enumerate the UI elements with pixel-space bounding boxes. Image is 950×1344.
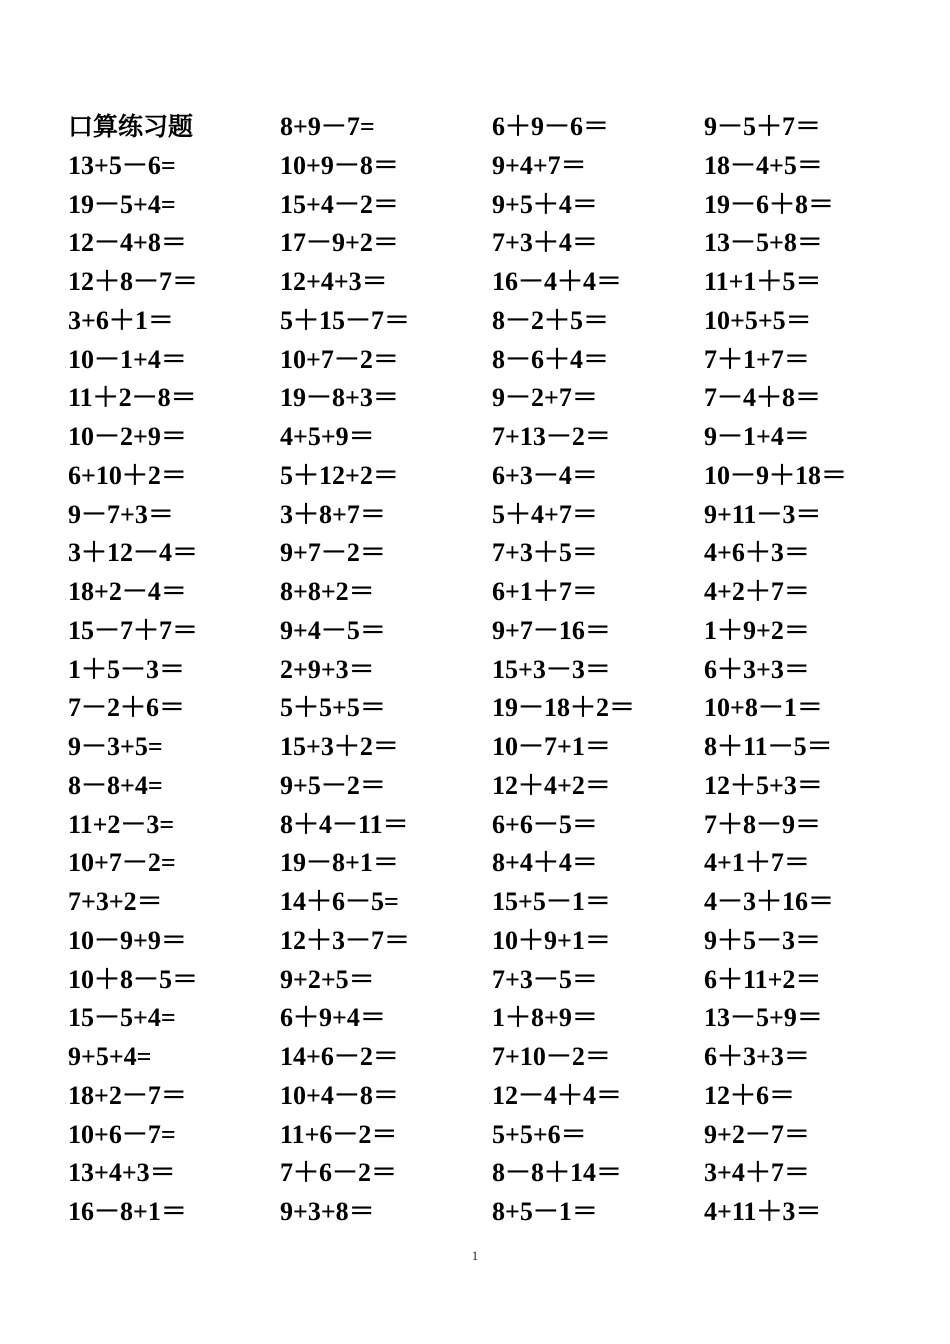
math-problem: 2+9+3＝ [280, 654, 375, 684]
math-problem: 4+6＋3＝ [704, 538, 810, 568]
math-problem: 3+6＋1＝ [68, 305, 174, 335]
math-problem: 5+5+6＝ [492, 1119, 587, 1149]
math-problem: 5＋12+2＝ [280, 460, 399, 490]
math-problem: 10+5+5＝ [704, 305, 812, 335]
math-problem: 4+2＋7＝ [704, 577, 810, 606]
worksheet-title: 口算练习题 [68, 112, 194, 141]
math-problem: 7＋6－2＝ [280, 1158, 398, 1188]
math-problem: 12－4+8＝ [68, 228, 187, 258]
math-problem: 11+1＋5＝ [704, 267, 822, 296]
math-problem: 16－4＋4＝ [492, 267, 623, 296]
math-problem: 4+1＋7＝ [704, 848, 810, 878]
math-problem: 8+4＋4＝ [492, 848, 598, 878]
math-problem: 12＋6＝ [704, 1080, 796, 1110]
math-problem: 13－5+8＝ [704, 228, 823, 258]
math-problem: 6+1＋7＝ [492, 577, 598, 606]
math-problem: 4+11＋3＝ [704, 1197, 822, 1226]
math-problem: 19－8+1＝ [280, 848, 399, 878]
math-problem: 8－8+4= [68, 770, 163, 800]
math-problem: 13+4+3＝ [68, 1158, 176, 1188]
math-problem: 4+5+9＝ [280, 422, 375, 451]
math-problem: 10+6－7= [68, 1119, 176, 1149]
math-problem: 12＋3－7＝ [280, 925, 411, 955]
math-problem: 9－1+4＝ [704, 422, 810, 451]
math-problem: 10+8－1＝ [704, 693, 823, 723]
math-problem: 10+9－8＝ [280, 150, 399, 180]
math-problem: 12＋5+3＝ [704, 770, 823, 800]
math-problem: 8+9－7= [280, 112, 375, 141]
math-problem: 8－6＋4＝ [492, 344, 610, 374]
math-problem: 9+4+7＝ [492, 150, 587, 180]
math-problem: 5＋5+5＝ [280, 693, 386, 723]
math-problem: 11+6－2＝ [280, 1119, 398, 1149]
math-problem: 1＋5－3＝ [68, 654, 186, 684]
math-problem: 1＋9+2＝ [704, 615, 810, 645]
math-problem: 6+10＋2＝ [68, 460, 187, 490]
math-problem: 9+5+4= [68, 1042, 152, 1071]
math-problem: 14+6－2＝ [280, 1042, 399, 1071]
math-problem: 10＋8－5＝ [68, 964, 199, 994]
math-problem: 16－8+1＝ [68, 1197, 187, 1226]
math-problem: 10+7－2= [68, 848, 176, 878]
math-problem: 9+7－2＝ [280, 538, 386, 568]
math-problem: 8－8＋14＝ [492, 1158, 623, 1188]
math-problem: 6+3－4＝ [492, 460, 598, 490]
math-problem: 10－1+4＝ [68, 344, 187, 374]
math-problem: 10+4－8＝ [280, 1080, 399, 1110]
problem-grid [68, 108, 916, 1232]
math-problem: 11+2－3= [68, 809, 175, 839]
math-problem: 18+2－4＝ [68, 577, 187, 606]
math-problem: 12－4＋4＝ [492, 1080, 623, 1110]
math-problem: 19－18＋2＝ [492, 693, 636, 723]
math-problem: 17－9+2＝ [280, 228, 399, 258]
math-problem: 8－2＋5＝ [492, 305, 610, 335]
math-problem: 3＋8+7＝ [280, 499, 386, 529]
math-problem: 18+2－7＝ [68, 1080, 187, 1110]
math-problem: 9+5＋4＝ [492, 189, 598, 219]
math-problem: 1＋8+9＝ [492, 1003, 598, 1033]
math-problem: 15+5－1＝ [492, 887, 611, 916]
math-problem: 9+3+8＝ [280, 1197, 375, 1226]
page-number: 1 [471, 1248, 479, 1263]
math-problem: 10－9+9＝ [68, 925, 187, 955]
math-problem: 8+5－1＝ [492, 1197, 598, 1226]
math-problem: 7－2＋6＝ [68, 693, 186, 723]
math-problem: 9+4－5＝ [280, 615, 386, 645]
math-problem: 5＋15－7＝ [280, 305, 411, 335]
math-problem: 6＋9+4＝ [280, 1003, 386, 1033]
math-problem: 10+7－2＝ [280, 344, 399, 374]
math-problem: 13+5－6= [68, 150, 176, 180]
math-problem: 9+2+5＝ [280, 964, 375, 994]
math-problem: 5＋4+7＝ [492, 499, 598, 529]
math-problem: 18－4+5＝ [704, 150, 823, 180]
math-problem: 9－7+3＝ [68, 499, 174, 529]
math-problem: 13－5+9＝ [704, 1003, 823, 1033]
math-problem: 6＋9－6＝ [492, 112, 610, 141]
math-problem: 10－7+1＝ [492, 732, 611, 761]
math-problem: 7+3+2＝ [68, 887, 163, 916]
math-problem: 6＋11+2＝ [704, 964, 822, 994]
math-problem: 7+3＋4＝ [492, 228, 598, 258]
math-problem: 7+10－2＝ [492, 1042, 611, 1071]
math-problem: 15－7＋7＝ [68, 615, 199, 645]
math-problem: 7＋1+7＝ [704, 344, 810, 374]
math-problem: 9－2+7＝ [492, 383, 598, 413]
math-problem: 7+3－5＝ [492, 964, 598, 994]
math-problem: 9+5－2＝ [280, 770, 386, 800]
math-problem: 12＋8－7＝ [68, 267, 199, 296]
math-problem: 6+6－5＝ [492, 809, 598, 839]
math-problem: 10＋9+1＝ [492, 925, 611, 955]
math-problem: 12+4+3＝ [280, 267, 388, 296]
math-problem: 3＋12－4＝ [68, 538, 199, 568]
math-problem: 7+13－2＝ [492, 422, 611, 451]
math-problem: 9+2－7＝ [704, 1119, 810, 1149]
math-problem: 15－5+4= [68, 1003, 176, 1033]
math-problem: 11＋2－8＝ [68, 383, 197, 413]
math-problem: 15+3－3＝ [492, 654, 611, 684]
math-problem: 10－2+9＝ [68, 422, 187, 451]
math-problem: 8＋11－5＝ [704, 732, 833, 761]
math-problem: 4－3＋16＝ [704, 887, 835, 916]
math-problem: 3+4＋7＝ [704, 1158, 810, 1188]
math-problem: 8+8+2＝ [280, 577, 375, 606]
math-problem: 9－3+5= [68, 732, 163, 761]
math-problem: 6＋3+3＝ [704, 1042, 810, 1071]
math-problem: 7－4＋8＝ [704, 383, 822, 413]
math-problem: 9+11－3＝ [704, 499, 822, 529]
math-problem: 12＋4+2＝ [492, 770, 611, 800]
math-problem: 10－9＋18＝ [704, 460, 848, 490]
math-problem: 9＋5－3＝ [704, 925, 822, 955]
math-problem: 15+4－2＝ [280, 189, 399, 219]
math-problem: 19－5+4= [68, 189, 176, 219]
math-problem: 19－6＋8＝ [704, 189, 835, 219]
math-problem: 7＋8－9＝ [704, 809, 822, 839]
math-problem: 14＋6－5= [280, 887, 399, 916]
math-problem: 9－5＋7＝ [704, 112, 822, 141]
math-problem: 9+7－16＝ [492, 615, 611, 645]
math-problem: 19－8+3＝ [280, 383, 399, 413]
math-problem: 6＋3+3＝ [704, 654, 810, 684]
math-problem: 15+3＋2＝ [280, 732, 399, 761]
math-problem: 8＋4－11＝ [280, 809, 409, 839]
math-problem: 7+3＋5＝ [492, 538, 598, 568]
